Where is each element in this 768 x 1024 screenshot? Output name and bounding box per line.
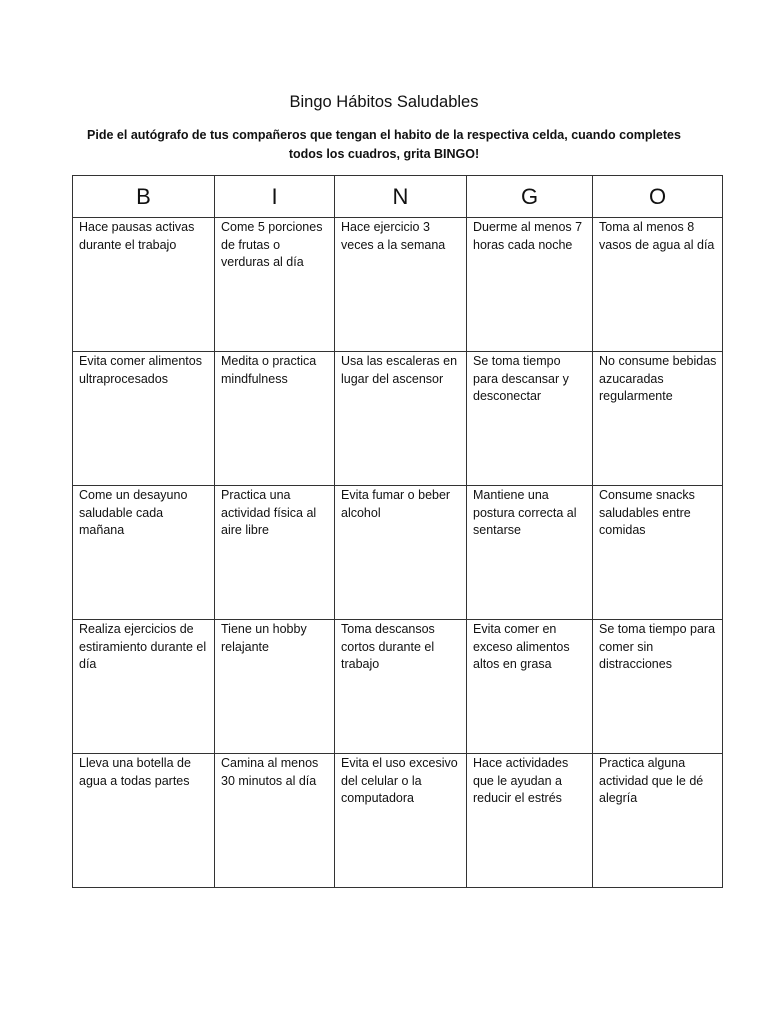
bingo-cell [335,352,467,486]
cell-text: Camina al menos 30 minutos al día [221,756,319,788]
bingo-cell [73,218,215,352]
bingo-cell [593,620,723,754]
bingo-cell [73,754,215,888]
header-b: B [73,176,215,218]
bingo-cell [73,352,215,486]
bingo-card [72,175,723,888]
bingo-row [73,352,723,486]
cell-text: Practica alguna actividad que le dé alegría [599,756,704,805]
cell-text: Hace ejercicio 3 veces a la semana [341,220,446,252]
bingo-cell [335,754,467,888]
cell-text: Se toma tiempo para comer sin distracciones [599,622,716,671]
bingo-cell [215,754,335,888]
bingo-row [73,486,723,620]
page-title: Bingo Hábitos Saludables [289,93,479,111]
header-o: O [593,176,723,218]
bingo-cell [335,486,467,620]
bingo-cell [335,620,467,754]
cell-text: No consume bebidas azucaradas regularmente [599,354,717,403]
cell-text: Evita comer alimentos ultraprocesados [79,354,202,386]
bingo-row [73,620,723,754]
cell-text: Practica una actividad física al aire libre [221,488,317,537]
cell-text: Consume snacks saludables entre comidas [599,488,695,537]
cell-text: Evita comer en exceso alimentos altos en grasa [473,622,570,671]
cell-text: Duerme al menos 7 horas cada noche [473,220,583,252]
header-i: I [215,176,335,218]
cell-text: Toma descansos cortos durante el trabajo [341,622,435,671]
bingo-cell [467,218,593,352]
bingo-cell [467,754,593,888]
cell-text: Realiza ejercicios de estiramiento durante el día [79,622,207,671]
bingo-row [73,754,723,888]
cell-text: Come un desayuno saludable cada mañana [79,488,188,537]
cell-text: Usa las escaleras en lugar del ascensor [341,354,458,386]
header-n: N [335,176,467,218]
cell-text: Evita fumar o beber alcohol [341,488,451,520]
cell-text: Medita o practica mindfulness [221,354,317,386]
bingo-cell [215,620,335,754]
bingo-cell [593,218,723,352]
cell-text: Hace pausas activas durante el trabajo [79,220,195,252]
bingo-cell [593,754,723,888]
cell-text: Se toma tiempo para descansar y desconectar [473,354,569,403]
instructions-line-2: todos los cuadros, grita BINGO! [288,147,480,161]
cell-text: Evita el uso excesivo del celular o la computadora [341,756,458,805]
bingo-cell [335,218,467,352]
cell-text: Hace actividades que le ayudan a reducir el estrés [473,756,569,805]
instructions [84,126,684,164]
cell-text: Tiene un hobby relajante [221,622,307,654]
cell-text: Mantiene una postura correcta al sentarse [473,488,577,537]
cell-text: Come 5 porciones de frutas o verduras al día [221,220,323,269]
cell-text: Lleva una botella de agua a todas partes [79,756,191,788]
header-row [73,176,723,218]
header-g: G [467,176,593,218]
bingo-cell [215,486,335,620]
instructions-line-1: Pide el autógrafo de tus compañeros que tengan el habito de la respectiva celda, cuando completes [87,128,681,142]
bingo-cell [593,352,723,486]
bingo-cell [215,218,335,352]
bingo-cell [215,352,335,486]
bingo-cell [467,486,593,620]
bingo-cell [467,352,593,486]
bingo-cell [73,486,215,620]
bingo-row [73,218,723,352]
bingo-cell [593,486,723,620]
bingo-cell [467,620,593,754]
bingo-cell [73,620,215,754]
cell-text: Toma al menos 8 vasos de agua al día [599,220,715,252]
